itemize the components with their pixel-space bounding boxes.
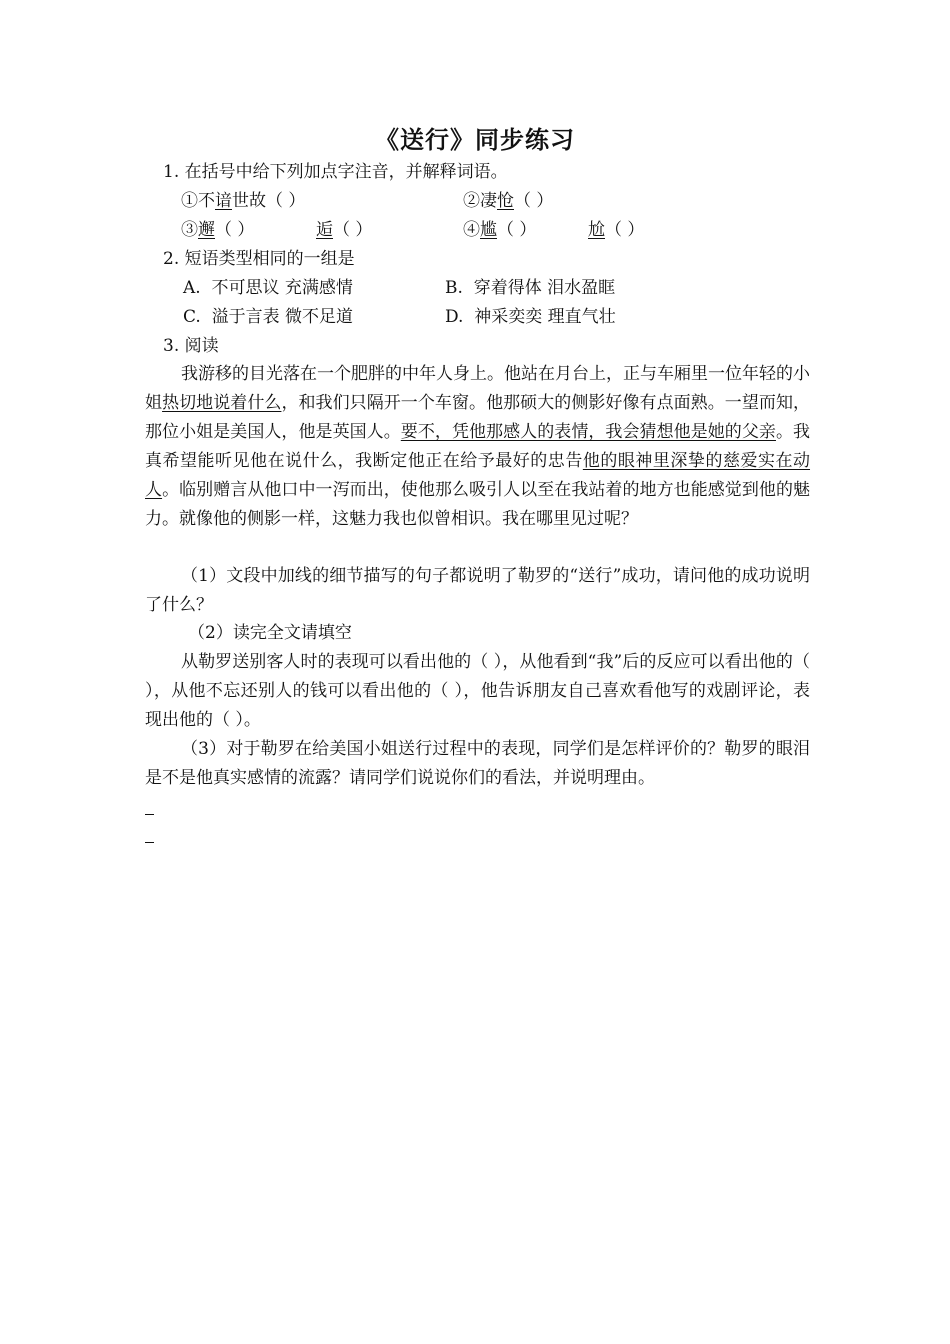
q1-item-4-char: 逅 [316, 220, 333, 240]
q2-option-d [445, 306, 616, 328]
q1-item-3-paren: （ ） [215, 220, 255, 240]
q1-item-1-pre: 不 [198, 191, 215, 211]
q1-item-2-pre: 凄 [480, 191, 497, 211]
q1-item-3-char: 邂 [198, 220, 215, 240]
reading-passage [145, 360, 810, 534]
question-2-stem: 2. 短语类型相同的一组是 [163, 249, 355, 269]
q3-sub-question-1: （1）文段中加线的细节描写的句子都说明了勒罗的“送行”成功，请问他的成功说明了什么？ [145, 566, 810, 615]
q1-item-1-num: ① [181, 191, 198, 211]
q1-item-1-post: 世故 [232, 191, 266, 211]
q1-item-5-num: ④ [463, 220, 480, 240]
q1-item-3-num: ③ [181, 220, 198, 240]
q1-item-6 [588, 219, 644, 241]
q2-option-b-label: B. [445, 278, 463, 298]
passage-part-4: 。临别赠言从他口中一泻而出，使他那么吸引人以至在我站着的地方也能感觉到他的魅力。就像他的侧影一样，这魅力我也似曾相识。我在哪里见过呢？ [145, 480, 811, 529]
question-1-stem: 1. 在括号中给下列加点字注音，并解释词语。 [163, 162, 508, 182]
q2-option-b-text: 穿着得体 泪水盈眶 [473, 278, 616, 298]
q1-item-2-num: ② [463, 191, 480, 211]
q2-option-d-text: 神采奕奕 理直气壮 [474, 307, 616, 327]
q1-item-1-paren: （ ） [266, 191, 306, 211]
q1-item-1 [181, 190, 305, 212]
q1-item-2-char: 怆 [497, 191, 514, 211]
passage-underline-1: 热切地说着什么 [162, 393, 282, 413]
q1-item-4-paren: （ ） [333, 220, 373, 240]
q2-option-a-label: A. [183, 278, 201, 298]
q2-option-a-text: 不可思议 充满感情 [211, 278, 353, 298]
q1-item-2-paren: （ ） [514, 191, 554, 211]
q1-item-5 [463, 219, 536, 241]
q1-item-6-char: 尬 [588, 220, 605, 240]
q3-sub-question-2-fill: 从勒罗送别客人时的表现可以看出他的（ ），从他看到“我”后的反应可以看出他的（ ），从他不忘还别人的钱可以看出他的（ ），他告诉朋友自己喜欢看他写的戏剧评论，表现出他的（ ）。 [145, 652, 810, 730]
passage-underline-3: 他的眼神里深挚的慈爱实在动人 [145, 451, 811, 500]
answer-line-1 [145, 814, 154, 815]
q1-item-4 [316, 219, 372, 241]
q2-option-c-text: 溢于言表 微不足道 [211, 307, 354, 327]
q2-option-a [183, 277, 353, 299]
q3-sub-question-3: （3）对于勒罗在给美国小姐送行过程中的表现，同学们是怎样评价的？勒罗的眼泪是不是他真实感情的流露？请同学们说说你们的看法，并说明理由。 [145, 739, 810, 788]
passage-part-1: 我游移的目光落在一个肥胖的中年人身上。他站在月台上，正与车厢里一位年轻的小姐 [145, 364, 810, 413]
q3-sub-question-2-label: （2）读完全文请填空 [188, 623, 352, 643]
answer-line-2 [145, 842, 154, 843]
q1-item-2 [463, 190, 553, 212]
q1-item-5-paren: （ ） [497, 220, 537, 240]
q2-option-c-label: C. [183, 307, 201, 327]
question-3-stem: 3. 阅读 [163, 336, 219, 356]
q1-item-5-char: 尴 [480, 220, 497, 240]
passage-part-3: 。我真希望能听见他在说什么，我断定他正在给予最好的忠告 [145, 422, 811, 471]
passage-part-2: ，和我们只隔开一个车窗。他那硕大的侧影好像有点面熟。一望而知，那位小姐是美国人，他是英国人。 [145, 393, 811, 442]
q2-option-d-label: D. [445, 307, 464, 327]
q2-option-c [183, 306, 353, 328]
page-title: 《送行》同步练习 [375, 126, 575, 154]
q1-item-1-char: 谙 [215, 191, 232, 211]
q1-item-6-paren: （ ） [605, 220, 645, 240]
passage-underline-2: 要不，凭他那感人的表情，我会猜想他是她的父亲 [400, 422, 776, 442]
q1-item-3 [181, 219, 254, 241]
q2-option-b [445, 277, 615, 299]
